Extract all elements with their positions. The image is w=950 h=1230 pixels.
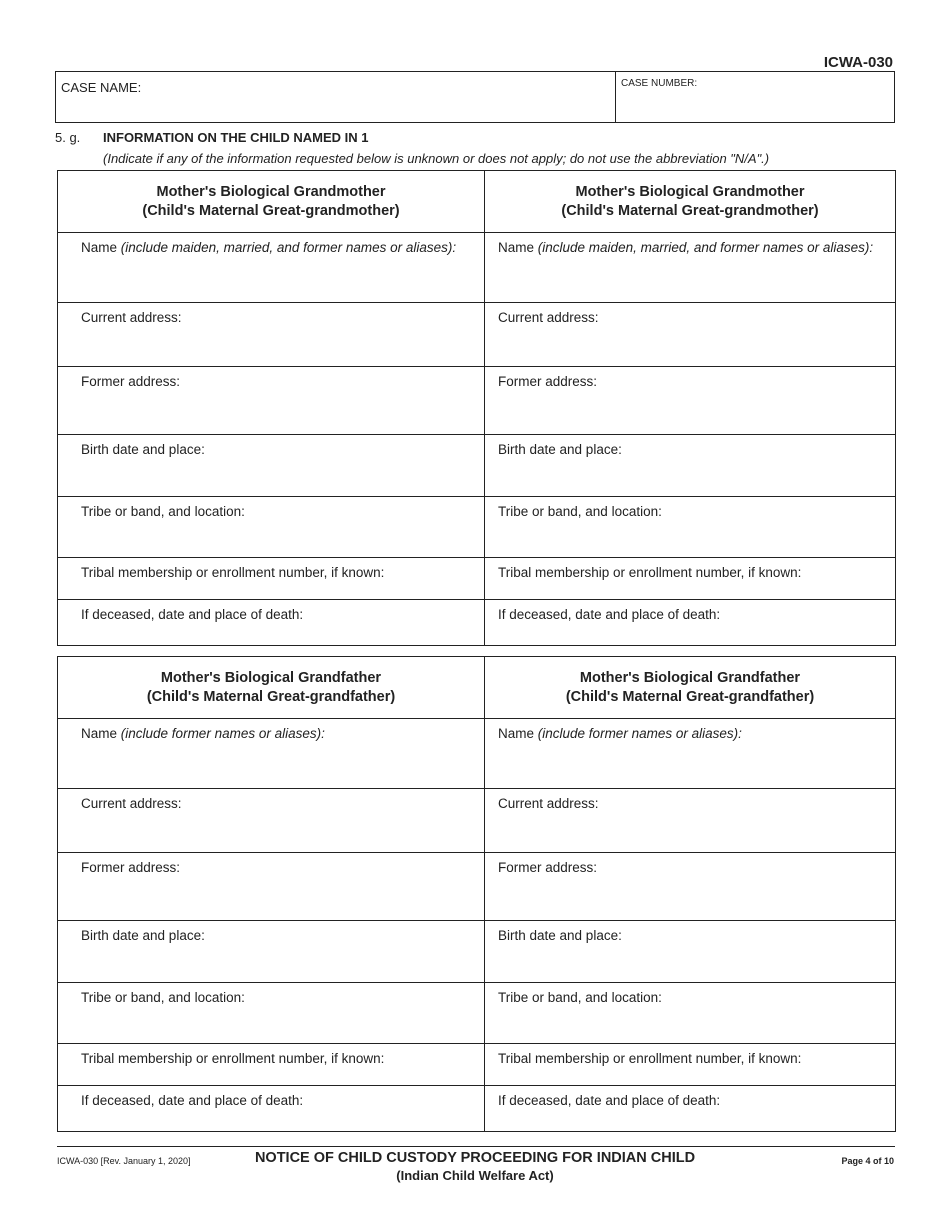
membership-field[interactable]: Tribal membership or enrollment number, if known: — [498, 1051, 802, 1066]
name-label: Name — [498, 240, 535, 255]
deceased-field[interactable]: If deceased, date and place of death: — [498, 607, 721, 622]
tribe-field[interactable]: Tribe or band, and location: — [81, 990, 245, 1005]
page-number: Page 4 of 10 — [841, 1156, 894, 1166]
grandfather-header-left — [58, 657, 485, 719]
grandfather-header-right — [485, 657, 896, 719]
name-field[interactable] — [485, 233, 895, 255]
deceased-field[interactable]: If deceased, date and place of death: — [81, 1093, 304, 1108]
footer-subtitle: (Indian Child Welfare Act) — [396, 1168, 554, 1183]
grandfather-header-line1: Mother's Biological Grandfather — [579, 669, 801, 686]
section-title: INFORMATION ON THE CHILD NAMED IN 1 — [103, 130, 369, 145]
section-heading — [55, 130, 369, 145]
grandfather-table — [57, 656, 896, 1132]
name-label: Name — [81, 726, 118, 741]
grandmother-header-line1: Mother's Biological Grandmother — [156, 183, 386, 200]
grandmother-table — [57, 170, 896, 646]
tribe-field[interactable]: Tribe or band, and location: — [81, 504, 245, 519]
birth-field[interactable]: Birth date and place: — [498, 928, 622, 943]
name-hint: (include former names or aliases): — [537, 726, 742, 741]
former-address-field[interactable]: Former address: — [498, 374, 598, 389]
membership-field[interactable]: Tribal membership or enrollment number, if known: — [81, 1051, 385, 1066]
current-address-field[interactable]: Current address: — [498, 310, 599, 325]
grandmother-header-line2: (Child's Maternal Great-grandmother) — [561, 202, 819, 219]
name-field[interactable] — [485, 719, 895, 741]
section-instruction: (Indicate if any of the information requested below is unknown or does not apply; do not use the abbreviation "N/A".) — [103, 151, 770, 166]
birth-field[interactable]: Birth date and place: — [81, 928, 205, 943]
name-label: Name — [498, 726, 535, 741]
grandfather-header-line2: (Child's Maternal Great-grandfather) — [565, 688, 815, 705]
membership-field[interactable]: Tribal membership or enrollment number, if known: — [498, 565, 802, 580]
name-hint: (include former names or aliases): — [120, 726, 325, 741]
footer-title: NOTICE OF CHILD CUSTODY PROCEEDING FOR INDIAN CHILD — [254, 1150, 696, 1166]
membership-field[interactable]: Tribal membership or enrollment number, if known: — [81, 565, 385, 580]
case-number-field[interactable] — [616, 72, 894, 134]
section-number: 5. g. — [55, 130, 81, 145]
current-address-field[interactable]: Current address: — [81, 310, 182, 325]
name-hint: (include maiden, married, and former names or aliases): — [120, 240, 457, 255]
current-address-field[interactable]: Current address: — [81, 796, 182, 811]
deceased-field[interactable]: If deceased, date and place of death: — [81, 607, 304, 622]
current-address-field[interactable]: Current address: — [498, 796, 599, 811]
tribe-field[interactable]: Tribe or band, and location: — [498, 504, 662, 519]
former-address-field[interactable]: Former address: — [498, 860, 598, 875]
former-address-field[interactable]: Former address: — [81, 860, 181, 875]
case-name-field[interactable] — [56, 72, 616, 122]
name-field[interactable] — [58, 719, 484, 741]
case-number-label: CASE NUMBER: — [621, 78, 698, 89]
name-hint: (include maiden, married, and former names or aliases): — [537, 240, 874, 255]
footer-revision: ICWA-030 [Rev. January 1, 2020] — [57, 1156, 191, 1166]
grandmother-header-line2: (Child's Maternal Great-grandmother) — [142, 202, 400, 219]
deceased-field[interactable]: If deceased, date and place of death: — [498, 1093, 721, 1108]
name-label: Name — [81, 240, 118, 255]
case-name-label: CASE NAME: — [61, 80, 142, 95]
grandmother-header-left — [58, 171, 485, 233]
name-field[interactable] — [58, 233, 484, 255]
birth-field[interactable]: Birth date and place: — [498, 442, 622, 457]
former-address-field[interactable]: Former address: — [81, 374, 181, 389]
footer-divider — [57, 1146, 895, 1147]
birth-field[interactable]: Birth date and place: — [81, 442, 205, 457]
tribe-field[interactable]: Tribe or band, and location: — [498, 990, 662, 1005]
form-id: ICWA-030 — [823, 54, 893, 71]
grandfather-header-line2: (Child's Maternal Great-grandfather) — [146, 688, 396, 705]
grandmother-header-right — [485, 171, 896, 233]
grandfather-header-line1: Mother's Biological Grandfather — [160, 669, 382, 686]
grandmother-header-line1: Mother's Biological Grandmother — [575, 183, 805, 200]
case-header-box — [55, 71, 895, 123]
